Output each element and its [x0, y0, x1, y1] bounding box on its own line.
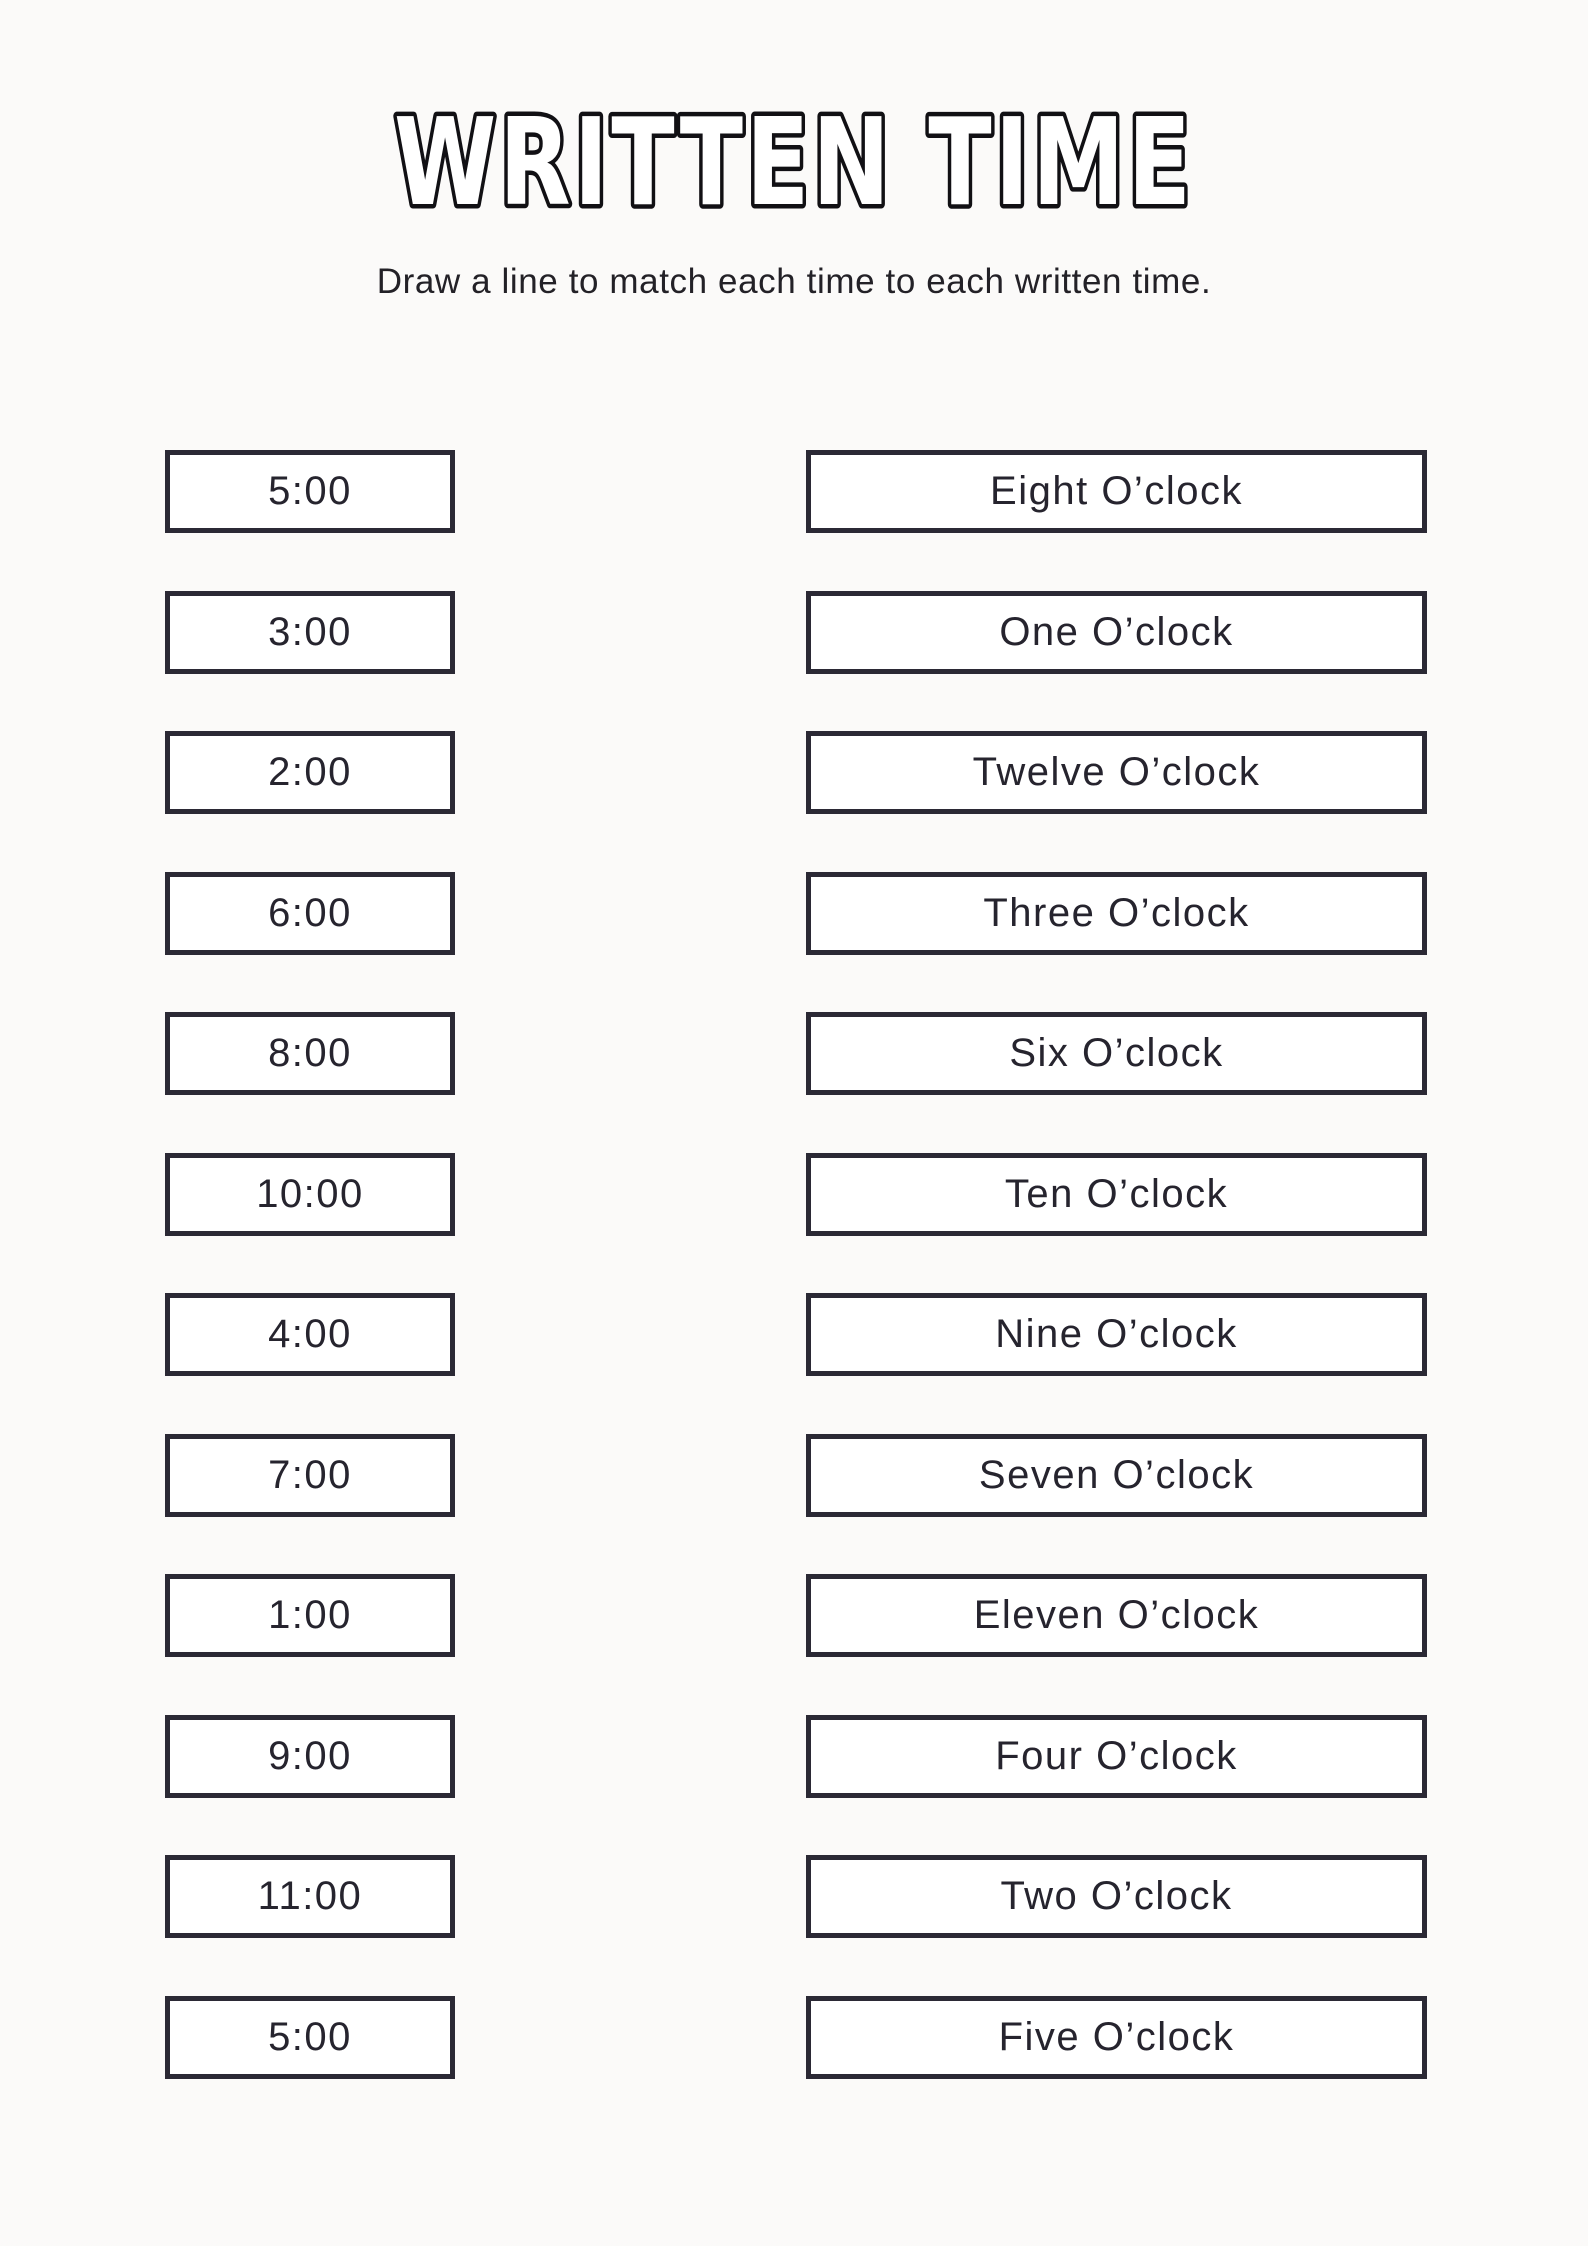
written-time-label: One O’clock — [999, 609, 1234, 654]
written-time-box[interactable] — [806, 1715, 1427, 1798]
written-time-label: Seven O’clock — [978, 1452, 1255, 1497]
written-time-label: Nine O’clock — [995, 1312, 1238, 1356]
written-times-column — [806, 450, 1427, 2079]
written-time-label: Ten O’clock — [1004, 1171, 1229, 1216]
time-label: 7:00 — [268, 1452, 352, 1497]
written-time-label: Four O’clock — [995, 1733, 1238, 1778]
time-label: 8:00 — [268, 1031, 352, 1075]
time-box[interactable] — [165, 1996, 455, 2079]
written-time-label: Eight O’clock — [990, 469, 1243, 513]
matching-area — [165, 450, 1427, 2079]
time-label: 6:00 — [268, 890, 352, 935]
time-label: 4:00 — [268, 1312, 352, 1356]
written-time-label: Eleven O’clock — [973, 1593, 1260, 1637]
written-time-box[interactable] — [806, 731, 1427, 814]
time-box[interactable] — [165, 1855, 455, 1938]
written-time-box[interactable] — [806, 1293, 1427, 1376]
time-label: 11:00 — [257, 1874, 363, 1918]
time-label: 5:00 — [268, 2014, 352, 2059]
written-time-box[interactable] — [806, 450, 1427, 533]
written-time-label: Twelve O’clock — [972, 750, 1261, 794]
time-box[interactable] — [165, 450, 455, 533]
time-box[interactable] — [165, 1574, 455, 1657]
time-label: 2:00 — [268, 750, 352, 794]
written-time-box[interactable] — [806, 1574, 1427, 1657]
time-box[interactable] — [165, 1434, 455, 1517]
time-box[interactable] — [165, 872, 455, 955]
worksheet-title — [0, 88, 1588, 238]
time-box[interactable] — [165, 1153, 455, 1236]
time-label: 10:00 — [256, 1171, 364, 1216]
written-time-box[interactable] — [806, 872, 1427, 955]
time-label: 3:00 — [268, 609, 352, 654]
time-box[interactable] — [165, 591, 455, 674]
instructions-text: Draw a line to match each time to each written time. — [376, 262, 1212, 301]
times-column — [165, 450, 455, 2079]
time-box[interactable] — [165, 1715, 455, 1798]
time-box[interactable] — [165, 1012, 455, 1095]
written-time-box[interactable] — [806, 591, 1427, 674]
time-box[interactable] — [165, 731, 455, 814]
time-label: 1:00 — [268, 1593, 352, 1637]
written-time-label: Two O’clock — [1000, 1874, 1233, 1918]
page-title: WRITTEN TIME — [394, 94, 1194, 233]
time-box[interactable] — [165, 1293, 455, 1376]
time-label: 5:00 — [268, 469, 352, 513]
written-time-label: Five O’clock — [998, 2014, 1235, 2059]
written-time-box[interactable] — [806, 1855, 1427, 1938]
written-time-label: Three O’clock — [983, 890, 1250, 935]
written-time-box[interactable] — [806, 1434, 1427, 1517]
written-time-box[interactable] — [806, 1996, 1427, 2079]
written-time-box[interactable] — [806, 1153, 1427, 1236]
time-label: 9:00 — [268, 1733, 352, 1778]
written-time-box[interactable] — [806, 1012, 1427, 1095]
written-time-label: Six O’clock — [1009, 1031, 1224, 1075]
